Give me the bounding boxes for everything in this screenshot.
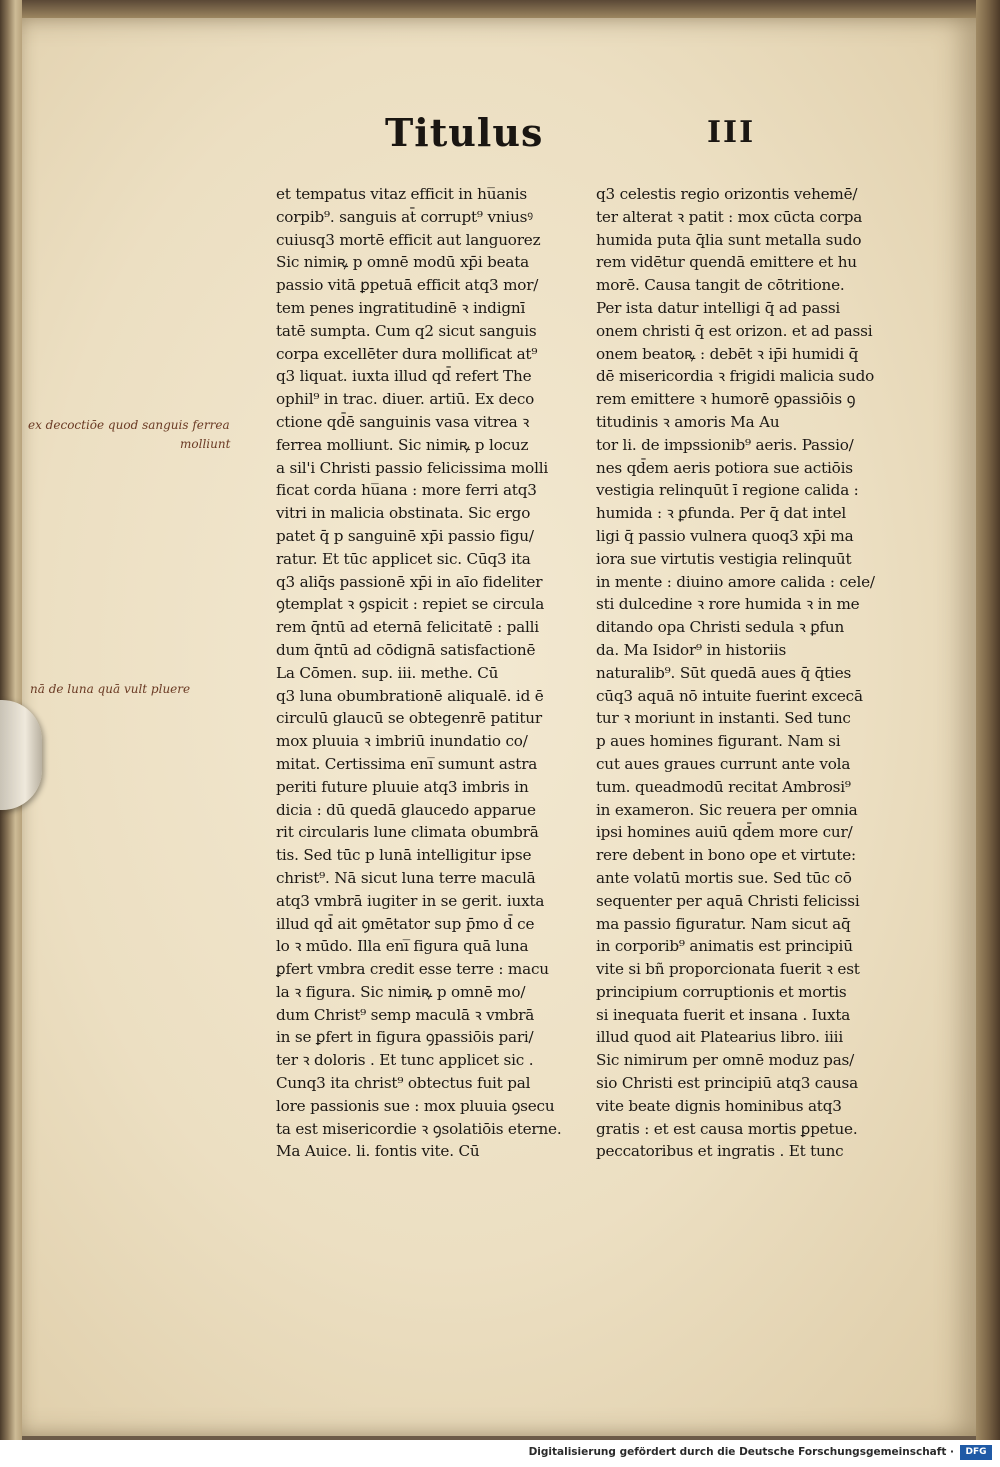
text-line: a sil'i Christi passio felicissima molli (276, 458, 549, 477)
text-line: q3 luna obumbrationē aliqualē. id ē (276, 686, 544, 705)
text-column-left (276, 183, 568, 1163)
text-line: ratur. Et tūc applicet sic. Cūq3 ita (276, 549, 531, 568)
text-column-right (596, 183, 896, 1163)
text-line: tem penes ingratitudinē ꝛ indignī (276, 298, 526, 317)
text-line: illud quod ait Platearius libro. iiii (596, 1028, 843, 1047)
text-line: dicia : dū quedā glaucedo apparue (276, 800, 536, 819)
marginal-annotation: molliunt (180, 437, 231, 451)
text-line: ipsi homines auiū qd̄em more cur/ (596, 823, 853, 842)
text-line: in se ꝑfert in figura ꝯpassiōis pari/ (276, 1028, 534, 1047)
text-line: humida : ꝛ ꝑfunda. Per q̄ dat intel (596, 504, 847, 523)
text-line: La Cōmen. sup. iii. methe. Cū (276, 663, 499, 682)
text-line: et tempatus vitaz efficit in hu̅anis (276, 185, 528, 203)
text-line: vite beate dignis hominibus atq3 (596, 1096, 842, 1115)
text-line: rem emittere ꝛ humorē ꝯpassiōis ꝯ (596, 390, 856, 409)
text-line: in exameron. Sic reuera per omnia (596, 800, 858, 819)
text-line: principium corruptionis et mortis (596, 982, 847, 1001)
text-line: ꝯtemplat ꝛ ꝯspicit : repiet se circula (276, 595, 545, 614)
text-line: ter alterat ꝛ patit : mox cūcta corpa (596, 207, 863, 226)
text-line: tur ꝛ moriunt in instanti. Sed tunc (596, 709, 851, 728)
text-line: periti future pluuie atq3 imbris in (276, 777, 529, 796)
text-line: rem vidētur quendā emittere et hu (596, 253, 857, 272)
text-line: rem q̄ntū ad eternā felicitatē : palli (276, 618, 539, 637)
text-line: humida puta q̄lia sunt metalla sudo (596, 230, 862, 249)
text-line: lo ꝛ mūdo. Illa eni̅ figura quā luna (276, 937, 529, 956)
text-line: onem beatoꝶ : debēt ꝛ ip̄i humidi q̄ (596, 344, 859, 363)
text-line: in mente : diuino amore calida : cele/ (596, 572, 875, 591)
text-line: Sic nimirum per omnē moduz pas/ (596, 1051, 855, 1070)
dfg-logo: DFG (960, 1445, 992, 1460)
text-line: ante volatū mortis sue. Sed tūc cō (596, 868, 852, 887)
text-line: si inequata fuerit et insana . Iuxta (596, 1005, 851, 1024)
marginal-annotation: ex decoctiōe quod sanguis ferrea (28, 418, 230, 432)
text-line: corpa excellēter dura mollificat at⁹ (276, 344, 538, 363)
text-line: q3 aliq̄s passionē xp̄i in aīo fideliter (276, 572, 543, 591)
text-line: vitri in malicia obstinata. Sic ergo (276, 504, 531, 523)
text-line: Per ista datur intelligi q̄ ad passi (596, 298, 841, 317)
text-line: p aues homines figurant. Nam si (596, 732, 841, 751)
text-line: morē. Causa tangit de cōtritione. (596, 276, 845, 295)
book-fore-edge (976, 0, 1000, 1440)
text-line: cut aues graues currunt ante vola (596, 754, 851, 773)
text-line: ta est misericordie ꝛ ꝯsolatiōis eterne. (276, 1119, 562, 1138)
text-line: q3 celestis regio orizontis vehemē/ (596, 185, 858, 203)
text-line: la ꝛ figura. Sic nimiꝶ p omnē mo/ (276, 982, 526, 1001)
text-line: onem christi q̄ est orizon. et ad passi (596, 321, 873, 340)
marginal-annotation: nā de luna quā vult pluere (30, 682, 191, 696)
text-line: corpib⁹. sanguis at̄ corrupt⁹ vniusꝰ (276, 207, 533, 226)
funding-credit: Digitalisierung gefördert durch die Deutsche Forschungsgemeinschaft · (528, 1446, 954, 1458)
text-line: atq3 vmbrā iugiter in se gerit. iuxta (276, 891, 545, 910)
text-line: ditando opa Christi sedula ꝛ ꝑfun (596, 618, 845, 637)
text-line: naturalib⁹. Sūt quedā aues q̄ q̄ties (596, 663, 852, 682)
text-line: rit circularis lune climata obumbrā (276, 823, 539, 842)
text-line: ma passio figuratur. Nam sicut aq̄ (596, 914, 851, 933)
text-line: ctione qd̄ē sanguinis vasa vitrea ꝛ (276, 412, 530, 431)
text-line: cūq3 aquā nō intuite fuerint excecā (596, 686, 863, 705)
text-line: gratis : et est causa mortis ꝑpetue. (596, 1119, 858, 1138)
text-line: vestigia relinquūt ī regione calida : (596, 481, 859, 500)
folio-number: III (707, 115, 756, 150)
text-line: mox pluuia ꝛ imbriū inundatio co/ (276, 732, 528, 751)
text-line: lore passionis sue : mox pluuia ꝯsecu (276, 1096, 555, 1115)
text-line: sio Christi est principiū atq3 causa (596, 1074, 858, 1093)
text-line: passio vitā ꝑpetuā efficit atq3 mor/ (276, 276, 539, 295)
text-line: rere debent in bono ope et virtute: (596, 846, 856, 865)
text-line: tum. queadmodū recitat Ambrosi⁹ (596, 777, 851, 796)
text-line: da. Ma Isidor⁹ in historiis (596, 640, 787, 659)
text-line: mitat. Certissima eni̅ sumunt astra (276, 754, 538, 773)
text-line: christ⁹. Nā sicut luna terre maculā (276, 868, 536, 887)
text-line: vite si bñ proporcionata fuerit ꝛ est (596, 960, 860, 979)
text-line: ter ꝛ doloris . Et tunc applicet sic . (276, 1051, 534, 1070)
text-line: sequenter per aquā Christi felicissi (596, 891, 860, 910)
text-line: ficat corda hu̅ana : more ferri atq3 (276, 481, 537, 500)
text-line: cuiusq3 mortē efficit aut languorez (276, 230, 541, 249)
running-title: Titulus (385, 110, 544, 155)
text-line: ligi q̄ passio vulnera quoq3 xp̄i ma (596, 526, 854, 545)
text-line: dum Christ⁹ semp maculā ꝛ vmbrā (276, 1005, 535, 1024)
text-line: illud qd̄ ait ꝯmētator sup p̄mo d̄ ce (276, 914, 535, 933)
text-line: ꝑfert vmbra credit esse terre : macu (276, 960, 549, 979)
text-line: peccatoribus et ingratis . Et tunc (596, 1142, 844, 1161)
text-line: iora sue virtutis vestigia relinquūt (596, 549, 852, 568)
book-top-band (0, 0, 1000, 18)
text-line: Sic nimiꝶ p omnē modū xp̄i beata (276, 253, 530, 272)
text-line: dē misericordia ꝛ frigidi malicia sudo (596, 367, 875, 386)
text-line: titudinis ꝛ amoris Ma Au (596, 412, 780, 431)
text-line: q3 liquat. iuxta illud qd̄ refert The (276, 367, 532, 386)
text-line: tatē sumpta. Cum q2 sicut sanguis (276, 321, 537, 340)
text-line: sti dulcedine ꝛ rore humida ꝛ in me (596, 595, 860, 614)
text-line: dum q̄ntū ad cōdignā satisfactionē (276, 640, 536, 659)
text-line: Ma Auice. li. fontis vite. Cū (276, 1142, 480, 1161)
text-line: circulū glaucū se obtegenrē patitur (276, 709, 542, 728)
text-line: tor li. de impssionib⁹ aeris. Passio/ (596, 435, 854, 454)
text-line: nes qd̄em aeris potiora sue actiōis (596, 458, 853, 477)
text-line: ferrea molliunt. Sic nimiꝶ p locuz (276, 435, 529, 454)
text-line: in corporib⁹ animatis est principiū (596, 937, 853, 956)
text-line: tis. Sed tūc p lunā intelligitur ipse (276, 846, 532, 865)
text-line: ophil⁹ in trac. diuer. artiū. Ex deco (276, 390, 535, 409)
text-line: Cunq3 ita christ⁹ obtectus fuit pal (276, 1074, 531, 1093)
text-line: patet q̄ p sanguinē xp̄i passio figu/ (276, 526, 534, 545)
